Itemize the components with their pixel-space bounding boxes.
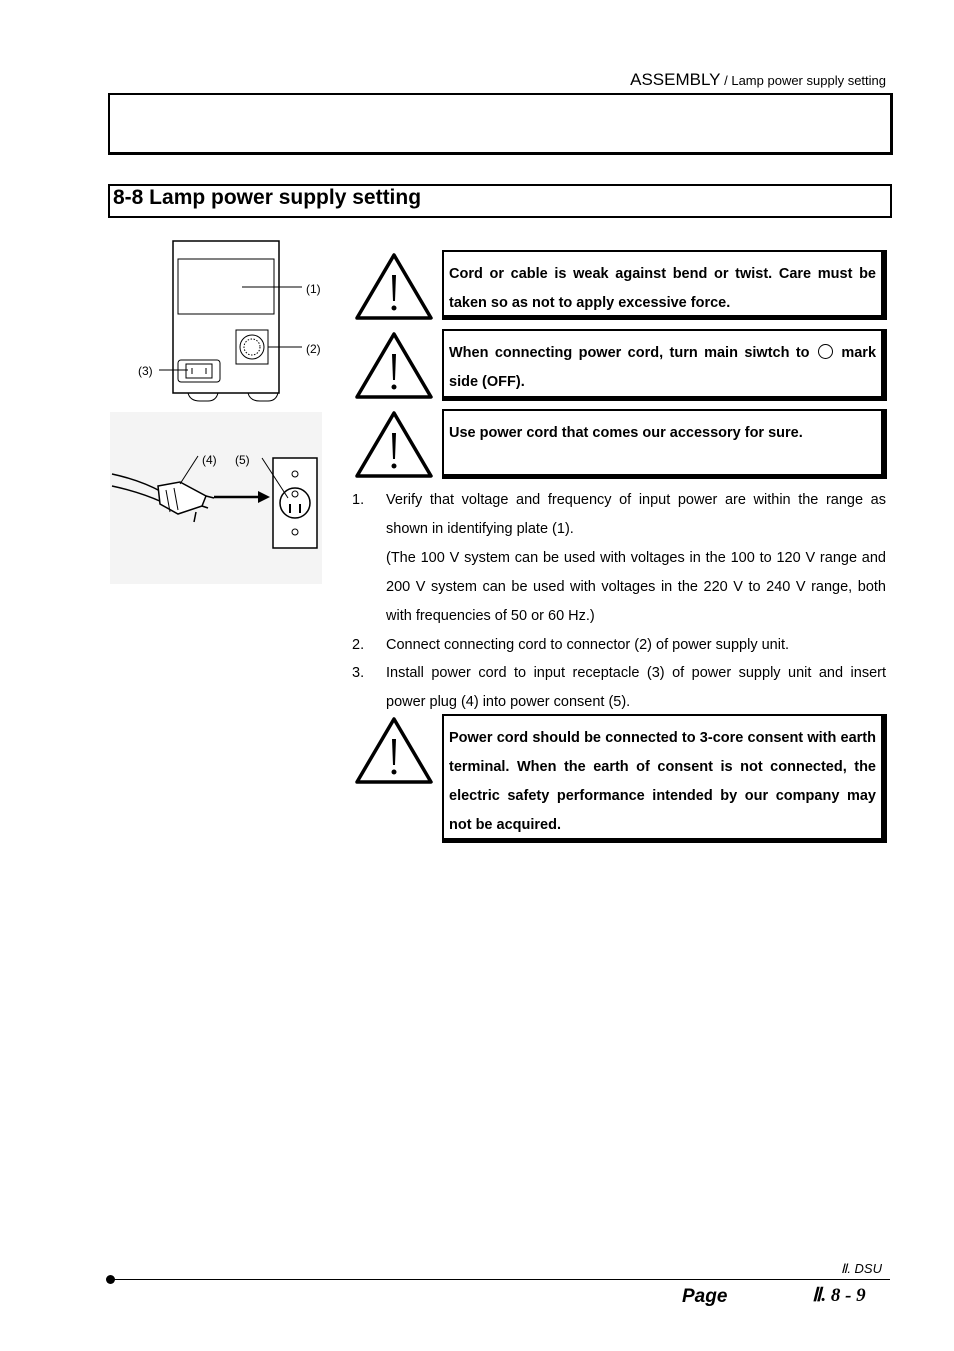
warning-text-2a: When connecting power cord, turn main siwtch to <box>449 345 810 361</box>
warning-icon <box>354 251 434 321</box>
label-2: (2) <box>306 342 321 356</box>
page-label: Page <box>682 1286 728 1307</box>
label-4: (4) <box>202 453 217 467</box>
page-number: Ⅱ. 8 - 9 <box>812 1285 866 1306</box>
label-3: (3) <box>138 364 153 378</box>
step-note: (The 100 V system can be used with voltages in the 100 to 120 V range and 200 V system can be used with voltages in the 220 V to 240 V range, both with frequencies of 50 or 60 Hz.) <box>386 550 886 624</box>
step-text: Verify that voltage and frequency of input power are within the range as shown in identifying plate (1). <box>386 492 886 537</box>
section-title: 8-8 Lamp power supply setting <box>113 186 422 209</box>
header-frame <box>108 93 893 155</box>
warning-text-1: Cord or cable is weak against bend or twist. Care must be taken so as not to apply excessive force. <box>449 266 876 311</box>
warning-text-3: Use power cord that comes our accessory for sure. <box>449 425 803 441</box>
label-1: (1) <box>306 282 321 296</box>
warning-text-4: Power cord should be connected to 3-core consent with earth terminal. When the earth of consent is not connected, the electric safety performance intended by our company may not be acquired. <box>449 730 876 833</box>
header-subsection: / Lamp power supply setting <box>720 73 886 88</box>
running-header <box>630 70 886 90</box>
warning-icon <box>354 409 434 479</box>
warning-box-1 <box>442 250 887 320</box>
warning-box-3 <box>442 409 887 479</box>
step-text: Connect connecting cord to connector (2) of power supply unit. <box>386 637 790 653</box>
step-number: 2. <box>352 637 365 653</box>
step-number: 1. <box>352 492 365 508</box>
warning-box-2 <box>442 329 887 401</box>
warning-icon <box>354 715 434 785</box>
document-code: Ⅱ. DSU <box>840 1261 882 1276</box>
header-section: ASSEMBLY <box>630 70 721 89</box>
warning-text-2b: mark side (OFF). <box>449 345 877 390</box>
power-supply-illustration <box>130 238 330 408</box>
step-number: 3. <box>352 665 365 681</box>
warning-icon <box>354 330 434 400</box>
footer-rule <box>110 1279 890 1280</box>
circle-mark-icon <box>818 344 833 359</box>
label-5: (5) <box>235 453 250 467</box>
plug-outlet-illustration <box>110 412 322 584</box>
warning-box-4 <box>442 714 887 843</box>
step-text: Install power cord to input receptacle (3) of power supply unit and insert power plug (4) into power consent (5). <box>386 665 886 710</box>
